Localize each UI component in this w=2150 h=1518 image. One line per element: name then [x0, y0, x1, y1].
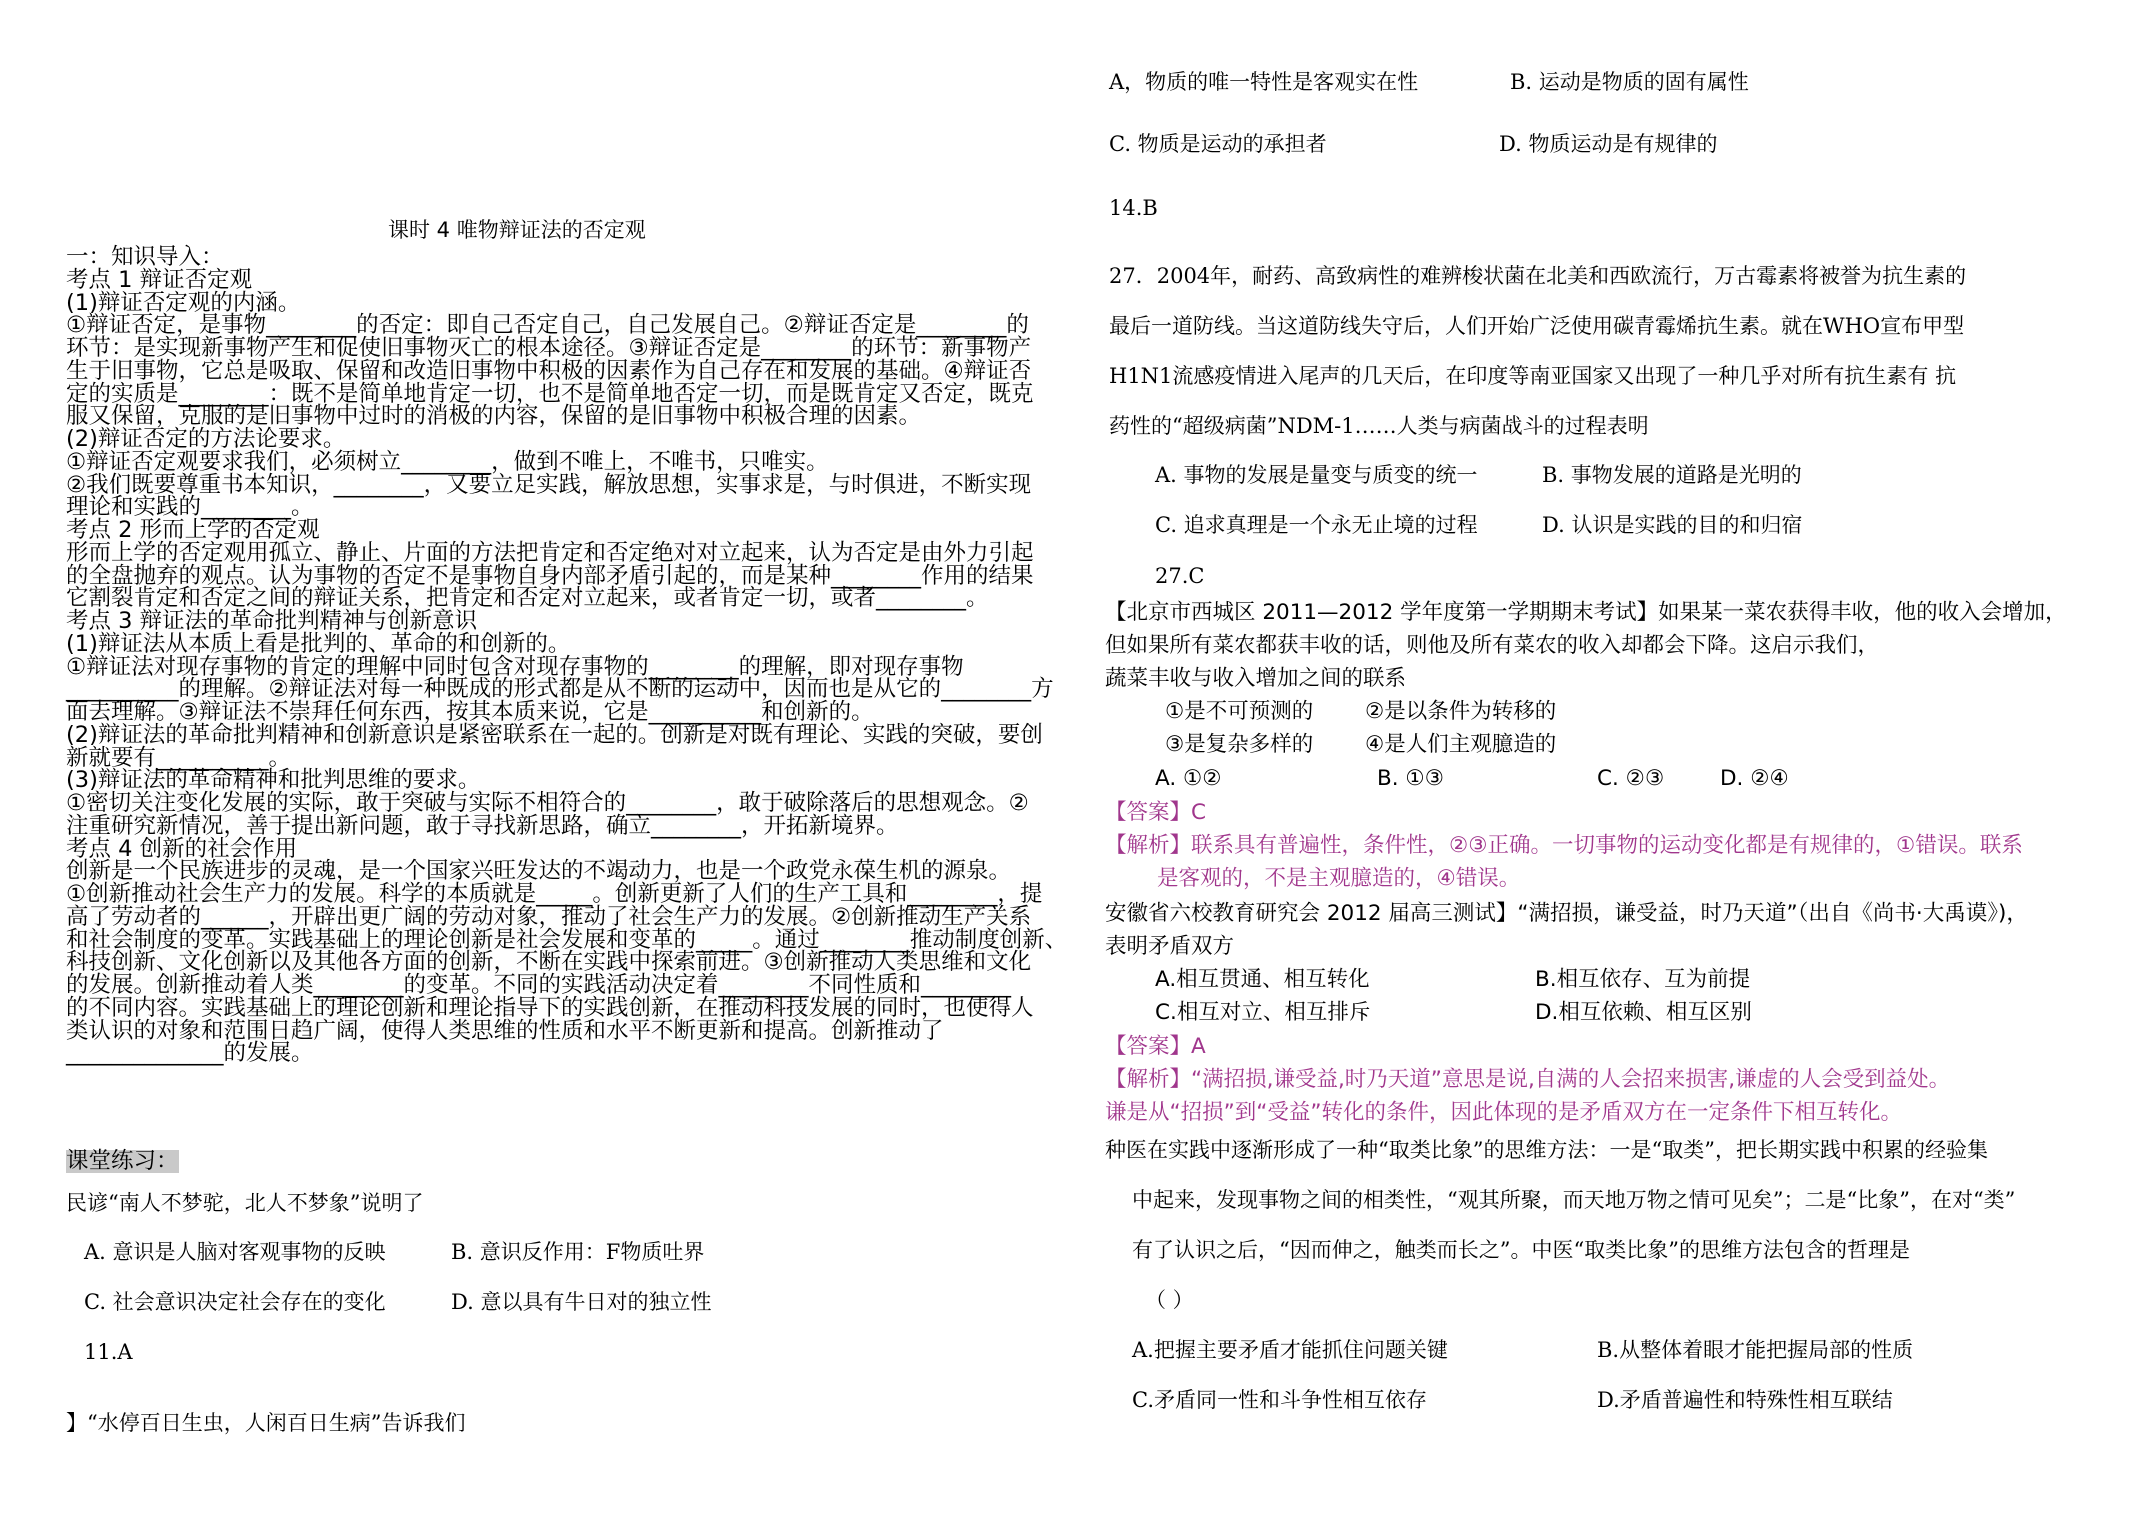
option-d: D. ②④: [1720, 766, 1789, 791]
text-line: (3)辩证法的革命精神和批判思维的要求。: [66, 767, 481, 794]
text-line: 和社会制度的变革。实践基础上的理论创新是社会发展和变革的_____。通过________推动制度创新、: [66, 926, 1068, 953]
option-d: D.矛盾普遍性和特殊性相互联结: [1597, 1388, 1893, 1412]
choice-2: ②是以条件为转移的: [1365, 699, 1557, 724]
text-line: 面去理解。③辩证法不崇拜任何东西，按其本质来说，它是__________和创新的。: [66, 699, 874, 725]
option-a: A.把握主要矛盾才能抓住问题关键: [1132, 1338, 1448, 1362]
option-c: C.相互对立、相互排斥: [1155, 1000, 1371, 1025]
question-line: 但如果所有菜农都获丰收的话，则他及所有菜农的收入却都会下降。这启示我们，: [1105, 633, 1880, 658]
text-line: 考点 4 创新的社会作用: [66, 835, 298, 862]
option-a: A. 事物的发展是量变与质变的统一: [1155, 463, 1478, 487]
question-stem: 】“水停百日生虫，人闲百日生病”告诉我们: [66, 1411, 466, 1435]
text-line: 它割裂肯定和否定之间的辩证关系，把肯定和否定对立起来，或者肯定一切，或者________。: [66, 585, 989, 612]
question-line: 最后一道防线。当这道防线失守后，人们开始广泛使用碳青霉烯抗生素。就在WHO宣布甲型: [1109, 314, 1965, 338]
answer-blank: （ ）: [1145, 1288, 1194, 1312]
analysis-text: 【解析】联系具有普遍性，条件性，②③正确。一切事物的运动变化都是有规律的，①错误。联系: [1105, 833, 2023, 858]
text-line: 定的实质是________：既不是简单地肯定一切，也不是简单地否定一切，而是既肯定又否定，既克: [66, 380, 1034, 407]
text-line: ②我们既要尊重书本知识，________，又要立足实践，解放思想，实事求是，与时俱进，不断实现: [66, 471, 1032, 498]
answer-label: 【答案】C: [1105, 800, 1207, 825]
question-line: 【北京市西城区 2011—2012 学年度第一学期期末考试】如果某一菜农获得丰收，他的收入会增加，: [1105, 600, 2067, 625]
option-c: C. 追求真理是一个永无止境的过程: [1155, 513, 1478, 537]
option-c: C.矛盾同一性和斗争性相互依存: [1132, 1388, 1427, 1412]
text-line: 考点 1 辩证否定观: [66, 266, 253, 293]
analysis-text: 【解析】“满招损,谦受益,时乃天道”意思是说,自满的人会招来损害,谦虚的人会受到益处。: [1105, 1067, 1951, 1092]
choice-4: ④是人们主观臆造的: [1365, 732, 1557, 757]
analysis-text: 是客观的，不是主观臆造的，④错误。: [1157, 866, 1521, 891]
option-d: D. 意以具有牛日对的独立性: [451, 1290, 712, 1314]
option-a: A. 意识是人脑对客观事物的反映: [84, 1240, 386, 1264]
answer-label: 【答案】A: [1105, 1034, 1206, 1059]
text-line: ①创新推动社会生产力的发展。科学的本质就是_____。创新更新了人们的生产工具和________，提: [66, 881, 1043, 907]
option-b: B.相互依存、互为前提: [1535, 967, 1751, 992]
choice-3: ③是复杂多样的: [1165, 732, 1314, 757]
question-line: 安徽省六校教育研究会 2012 届高三测试】“满招损，谦受益，时乃天道”（出自《尚书·大禹谟》)，: [1105, 901, 2028, 926]
text-line: 考点 2 形而上学的否定观: [66, 517, 320, 543]
text-line: (2)辩证法的革命批判精神和创新意识是紧密联系在一起的。创新是对既有理论、实践的突破，要创: [66, 721, 1043, 748]
question-line: H1N1流感疫情进入尾声的几天后，在印度等南亚国家又出现了一种几乎对所有抗生素有 抗: [1109, 364, 1957, 388]
option-b: B. 运动是物质的固有属性: [1510, 70, 1749, 94]
question-line: 27．2004年，耐药、高致病性的难辨梭状菌在北美和西欧流行，万古霉素将被誉为抗生素的: [1109, 264, 1967, 288]
option-d: D. 物质运动是有规律的: [1499, 132, 1718, 156]
text-line: 类认识的对象和范围日趋广阔，使得人类思维的性质和水平不断更新和提高。创新推动了: [66, 1017, 944, 1044]
text-line: 理论和实践的________。: [66, 494, 314, 521]
answer: 11.A: [84, 1340, 133, 1364]
text-line: 的发展。创新推动着人类________的变革。不同的实践活动决定着________不同性质和________: [66, 972, 1012, 998]
text-line: (2)辩证否定的方法论要求。: [66, 426, 346, 452]
choice-1: ①是不可预测的: [1165, 699, 1314, 724]
text-line: ①辩证法对现存事物的肯定的理解中同时包含对现存事物的________的理解，即对现存事物: [66, 653, 964, 680]
text-line: 的不同内容。实践基础上的理论创新和理论指导下的实践创新，在推动科技发展的同时，也使得人: [66, 994, 1034, 1021]
text-line: 生于旧事物，它总是吸取、保留和改造旧事物中积极的因素作为自己存在和发展的基础。④辩证否: [66, 357, 1032, 384]
question-line: 有了认识之后，“因而伸之，触类而长之”。中医“取类比象”的思维方法包含的哲理是: [1132, 1238, 1910, 1262]
text-line: __________的理解。②辩证法对每一种既成的形式都是从不断的运动中，因而也是从它的________方: [66, 676, 1054, 703]
practice-heading: 课堂练习：: [66, 1148, 179, 1174]
text-line: 形而上学的否定观用孤立、静止、片面的方法把肯定和否定绝对对立起来，认为否定是由外力引起: [66, 539, 1034, 566]
text-line: 注重研究新情况，善于提出新问题，敢于寻找新思路，确立________，开拓新境界。: [66, 812, 899, 839]
text-line: ①辩证否定，是事物________的否定：即自己否定自己，自己发展自己。②辩证否定是________的: [66, 312, 1029, 339]
text-line: 环节：是实现新事物产生和促使旧事物灭亡的根本途径。③辩证否定是________的环节：新事物产: [66, 335, 1032, 361]
text-line: 服又保留，克服的是旧事物中过时的消极的内容，保留的是旧事物中积极合理的因素。: [66, 403, 922, 430]
option-d: D.相互依赖、相互区别: [1535, 1000, 1752, 1025]
text-line: 一：知识导入：: [66, 244, 224, 270]
text-line: 科技创新、文化创新以及其他各方面的创新，不断在实践中探索前进。③创新推动人类思维和文化: [66, 949, 1032, 976]
question-line: 种医在实践中逐渐形成了一种“取类比象”的思维方法：一是“取类”，把长期实践中积累的经验集: [1105, 1138, 1988, 1162]
text-line: 考点 3 辩证法的革命批判精神与创新意识: [66, 608, 478, 634]
text-line: 新就要有__________。: [66, 744, 292, 771]
text-line: ①辩证否定观要求我们，必须树立________，做到不唯上，不唯书，只唯实。: [66, 448, 829, 475]
question-line: 中起来，发现事物之间的相类性，“观其所聚，而天地万物之情可见矣”；二是“比象”，在对“类”: [1132, 1188, 2016, 1212]
option-c: C. 物质是运动的承担者: [1109, 132, 1327, 156]
question-line: 表明矛盾双方: [1105, 934, 1235, 959]
option-c: C. 社会意识决定社会存在的变化: [84, 1290, 386, 1314]
option-a: A.相互贯通、相互转化: [1155, 967, 1370, 992]
page-title: 课时 4 唯物辩证法的否定观: [388, 218, 646, 242]
analysis-text: 谦是从“招损”到“受益”转化的条件，因此体现的是矛盾双方在一定条件下相互转化。: [1105, 1100, 1903, 1125]
question-line: 药性的“超级病菌”NDM-1……人类与病菌战斗的过程表明: [1109, 414, 1649, 438]
option-b: B.从整体着眼才能把握局部的性质: [1597, 1338, 1914, 1362]
option-b: B. ①③: [1377, 766, 1444, 791]
answer: 27.C: [1155, 564, 1205, 588]
option-d: D. 认识是实践的目的和归宿: [1542, 513, 1803, 537]
question-line: 蔬菜丰收与收入增加之间的联系: [1105, 666, 1407, 691]
option-a: A. ①②: [1155, 766, 1222, 791]
option-b: B. 意识反作用：F物质吐界: [451, 1240, 705, 1264]
text-line: ______________的发展。: [66, 1040, 314, 1067]
option-b: B. 事物发展的道路是光明的: [1542, 463, 1802, 487]
text-line: 创新是一个民族进步的灵魂，是一个国家兴旺发达的不竭动力，也是一个政党永葆生机的源泉。: [66, 858, 1012, 885]
text-line: (1)辩证否定观的内涵。: [66, 289, 301, 316]
text-line: 高了劳动者的______，开辟出更广阔的劳动对象，推动了社会生产力的发展。②创新推动生产关系: [66, 903, 1032, 930]
option-c: C. ②③: [1597, 766, 1665, 791]
text-line: ①密切关注变化发展的实际，敢于突破与实际不相符合的________，敢于破除落后的思想观念。②: [66, 790, 1029, 816]
answer: 14.B: [1109, 196, 1158, 220]
option-a: A，物质的唯一特性是客观实在性: [1109, 70, 1419, 94]
question-stem: 民谚“南人不梦驼，北人不梦象”说明了: [66, 1191, 424, 1215]
text-line: (1)辩证法从本质上看是批判的、革命的和创新的。: [66, 630, 571, 657]
text-line: 的全盘抛弃的观点。认为事物的否定不是事物自身内部矛盾引起的，而是某种________作用的结果: [66, 562, 1034, 589]
